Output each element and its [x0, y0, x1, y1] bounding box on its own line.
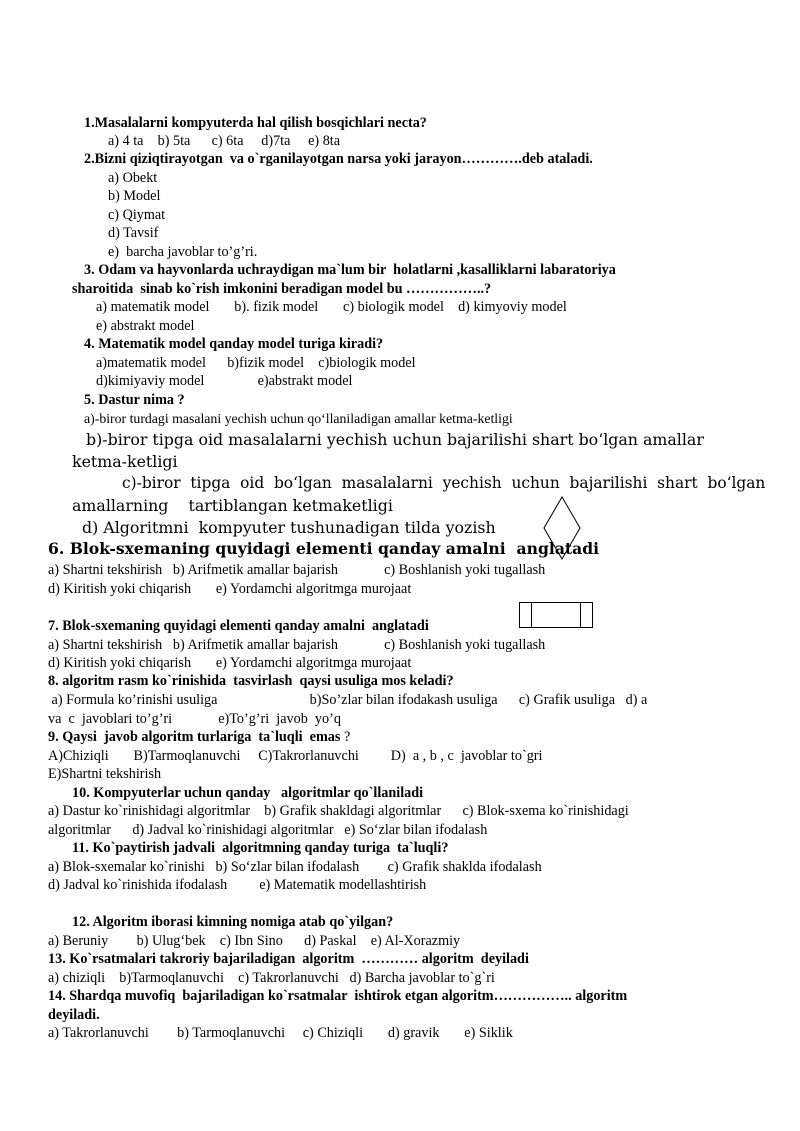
question-5: 5. Dastur nima ? [84, 392, 185, 408]
answers-10-line2: algoritmlar d) Jadval ko`rinishidagi algoritmlar e) So‘zlar bilan ifodalash [48, 822, 488, 838]
answers-1: a) 4 ta b) 5ta c) 6ta d)7ta e) 8ta [108, 133, 341, 149]
answer-5d: d) Algoritmni kompyuter tushunadigan tilda yozish [82, 518, 496, 537]
question-13: 13. Ko`rsatmalari takroriy bajariladigan algoritm ………… algoritm deyiladi [48, 951, 529, 967]
answer-5c-line1: c)-biror tipga oid bo‘lgan masalalarni yechish uchun bajarilishi shart bo‘lgan [122, 474, 766, 492]
question-9 [48, 728, 350, 746]
answers-8-line2: va c javoblari to’g’ri e)To’g’ri javob yo’q [48, 711, 341, 727]
answer-5b-line1: b)-biror tipga oid masalalarni yechish uchun bajarilishi shart bo‘lgan amallar [86, 430, 704, 449]
question-4: 4. Matematik model qanday model turiga kiradi? [84, 336, 384, 352]
question-3-line1: 3. Odam va hayvonlarda uchraydigan ma`lum bir holatlarni ,kasalliklarni labaratoriya [84, 262, 616, 278]
answers-11-line2: d) Jadval ko`rinishida ifodalash e) Matematik modellashtirish [48, 877, 427, 893]
answers-4-line2: d)kimiyaviy model e)abstrakt model [96, 373, 353, 389]
question-12: 12. Algoritm iborasi kimning nomiga atab qo`yilgan? [72, 914, 394, 930]
answers-10-line1: a) Dastur ko`rinishidagi algoritmlar b) Grafik shakldagi algoritmlar c) Blok-sxema ko`rinishidagi [48, 803, 629, 819]
answers-4-line1: a)matematik model b)fizik model c)biologik model [96, 355, 416, 371]
answer-5c-line2: amallarning tartiblangan ketmaketligi [72, 496, 393, 515]
answer-5b-line2: ketma-ketligi [72, 452, 178, 471]
answers-12: a) Beruniy b) Ulug‘bek c) Ibn Sino d) Paskal e) Al-Xorazmiy [48, 933, 461, 949]
answers-14: a) Takrorlanuvchi b) Tarmoqlanuvchi c) Chiziqli d) gravik e) Siklik [48, 1025, 513, 1041]
question-10: 10. Kompyuterlar uchun qanday algoritmlar qo`llaniladi [72, 785, 424, 801]
question-1: 1.Masalalarni kompyuterda hal qilish bosqichlari necta? [84, 115, 427, 131]
question-11: 11. Ko`paytirish jadvali algoritmning qanday turiga ta`luqli? [72, 840, 449, 856]
question-9-mark: ? [340, 729, 351, 745]
answers-7-line2: d) Kiritish yoki chiqarish e) Yordamchi algoritmga murojaat [48, 655, 412, 671]
answer-2a: a) Obekt [108, 170, 158, 186]
answers-8-line1: a) Formula ko’rinishi usuliga b)So’zlar bilan ifodakash usuliga c) Grafik usuliga d) a [48, 692, 648, 708]
answers-11-line1: a) Blok-sxemalar ko`rinishi b) So‘zlar bilan ifodalash c) Grafik shaklda ifodalash [48, 859, 542, 875]
question-7: 7. Blok-sxemaning quyidagi elementi qanday amalni anglatadi [48, 618, 429, 634]
answers-6-line2: d) Kiritish yoki chiqarish e) Yordamchi algoritmga murojaat [48, 581, 412, 597]
question-14-line1: 14. Shardqa muvofiq bajariladigan ko`rsatmalar ishtirok etgan algoritm…………….. algoritm [48, 988, 628, 1004]
answers-7-line1: a) Shartni tekshirish b) Arifmetik amallar bajarish c) Boshlanish yoki tugallash [48, 637, 546, 653]
answers-3-line2: e) abstrakt model [96, 318, 195, 334]
question-2: 2.Bizni qiziqtirayotgan va o`rganilayotgan narsa yoki jarayon………….deb ataladi. [84, 151, 593, 167]
answer-2b: b) Model [108, 188, 161, 204]
answers-3-line1: a) matematik model b). fizik model c) biologik model d) kimyoviy model [96, 299, 567, 315]
answers-6-line1: a) Shartni tekshirish b) Arifmetik amallar bajarish c) Boshlanish yoki tugallash [48, 562, 546, 578]
subroutine-block-shape [519, 602, 593, 628]
answers-13: a) chiziqli b)Tarmoqlanuvchi c) Takrorlanuvchi d) Barcha javoblar to`g`ri [48, 970, 495, 986]
question-9-text: 9. Qaysi javob algoritm turlariga ta`luqli emas [48, 729, 341, 745]
question-14-line2: deyiladi. [48, 1007, 100, 1023]
answers-9-line2: E)Shartni tekshirish [48, 766, 162, 782]
question-6: 6. Blok-sxemaning quyidagi elementi qanday amalni anglatadi [48, 539, 600, 558]
question-8: 8. algoritm rasm ko`rinishida tasvirlash qaysi usuliga mos keladi? [48, 673, 454, 689]
answer-5a: a)-biror turdagi masalani yechish uchun qo‘llaniladigan amallar ketma-ketligi [84, 411, 513, 426]
answers-9-line1: A)Chiziqli B)Tarmoqlanuvchi C)Takrorlanuvchi D) a , b , c javoblar to`gri [48, 748, 543, 764]
answer-2c: c) Qiymat [108, 207, 166, 223]
answer-2e: e) barcha javoblar to’g’ri. [108, 244, 258, 260]
question-3-line2: sharoitida sinab ko`rish imkonini beradigan model bu ……………..? [72, 281, 492, 297]
answer-2d: d) Tavsif [108, 225, 159, 241]
